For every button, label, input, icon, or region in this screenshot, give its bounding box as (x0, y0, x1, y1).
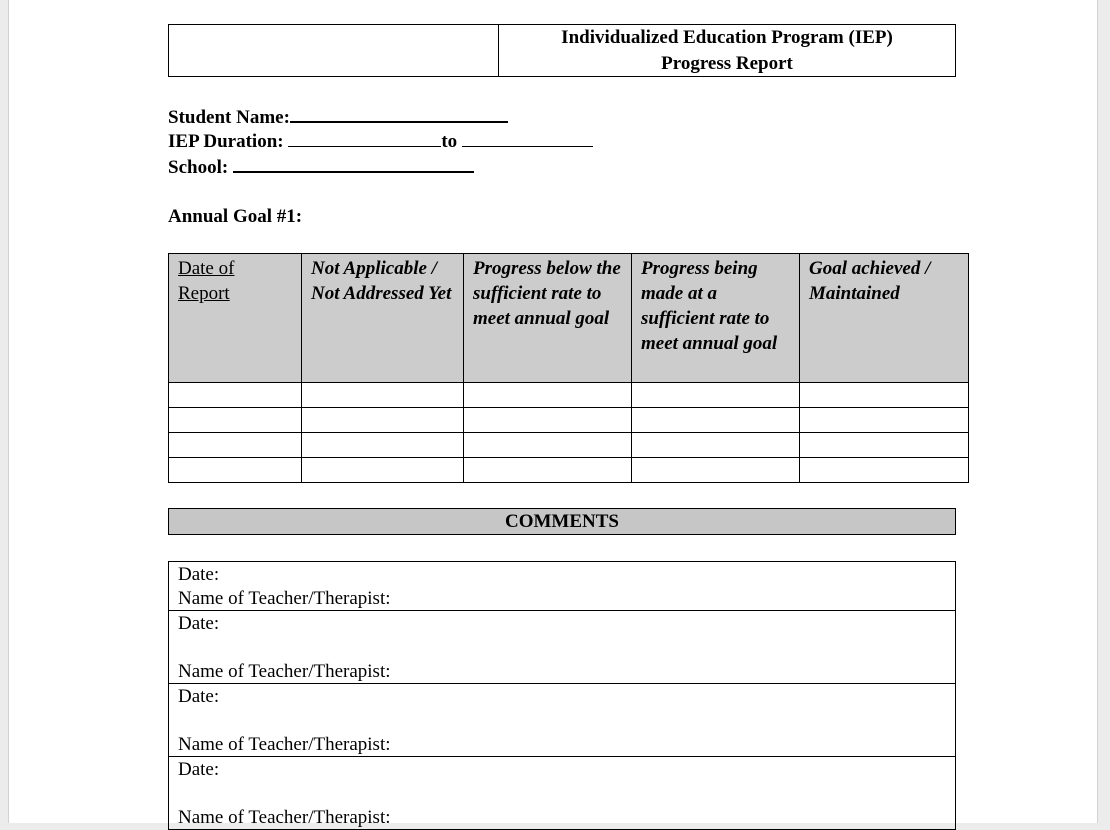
col-date-of-report: Date of Report (169, 254, 302, 383)
table-cell[interactable] (302, 458, 464, 483)
table-row (169, 433, 969, 458)
comment-teacher-label: Name of Teacher/Therapist: (178, 588, 391, 609)
comment-date-label: Date: (178, 613, 220, 634)
table-cell[interactable] (800, 433, 969, 458)
student-name-row (168, 103, 508, 130)
comment-teacher-label: Name of Teacher/Therapist: (178, 734, 391, 755)
table-row (169, 458, 969, 483)
comment-date-label: Date: (178, 686, 220, 707)
table-cell[interactable] (302, 408, 464, 433)
comment-entry[interactable] (169, 611, 955, 684)
comment-date-label: Date: (178, 759, 220, 780)
col-progress-sufficient: Progress being made at a sufficient rate to meet annual goal (632, 254, 800, 383)
progress-table (168, 253, 969, 483)
comment-teacher-label: Name of Teacher/Therapist: (178, 661, 391, 682)
table-cell[interactable] (632, 383, 800, 408)
table-cell[interactable] (464, 458, 632, 483)
school-field[interactable] (233, 153, 474, 173)
col-not-applicable: Not Applicable / Not Addressed Yet (302, 254, 464, 383)
comment-entry[interactable] (169, 562, 955, 611)
iep-duration-end-field[interactable] (462, 128, 593, 147)
header-title-line2: Progress Report (661, 52, 793, 74)
student-name-label: Student Name: (168, 107, 290, 128)
table-row (169, 408, 969, 433)
table-cell[interactable] (169, 383, 302, 408)
table-cell[interactable] (632, 433, 800, 458)
header-title-line1: Individualized Education Program (IEP) (561, 26, 893, 48)
table-cell[interactable] (800, 458, 969, 483)
table-cell[interactable] (464, 408, 632, 433)
table-cell[interactable] (800, 408, 969, 433)
table-cell[interactable] (169, 433, 302, 458)
comment-date-label: Date: (178, 564, 220, 585)
iep-duration-row (168, 128, 593, 154)
school-label: School: (168, 157, 229, 178)
table-cell[interactable] (302, 433, 464, 458)
comments-heading: COMMENTS (168, 508, 956, 535)
annual-goal-label: Annual Goal #1: (168, 206, 303, 227)
col-goal-achieved: Goal achieved / Maintained (800, 254, 969, 383)
comments-section (168, 561, 956, 830)
table-cell[interactable] (464, 433, 632, 458)
col-progress-below: Progress below the sufficient rate to meet annual goal (464, 254, 632, 383)
table-cell[interactable] (169, 408, 302, 433)
student-name-field[interactable] (290, 103, 508, 123)
table-row (169, 383, 969, 408)
header-title-cell (499, 25, 955, 76)
comment-entry[interactable] (169, 684, 955, 757)
table-cell[interactable] (302, 383, 464, 408)
document-page (8, 0, 1098, 828)
iep-duration-label: IEP Duration: (168, 131, 284, 152)
iep-duration-start-field[interactable] (288, 128, 441, 147)
comment-entry[interactable] (169, 757, 955, 830)
table-cell[interactable] (169, 458, 302, 483)
header-box (168, 24, 956, 77)
school-row (168, 153, 474, 180)
iep-duration-to-label: to (441, 131, 458, 152)
table-cell[interactable] (800, 383, 969, 408)
table-cell[interactable] (632, 458, 800, 483)
table-cell[interactable] (464, 383, 632, 408)
table-cell[interactable] (632, 408, 800, 433)
comment-teacher-label: Name of Teacher/Therapist: (178, 807, 391, 828)
header-logo-cell (169, 25, 499, 76)
progress-table-header (169, 254, 969, 383)
